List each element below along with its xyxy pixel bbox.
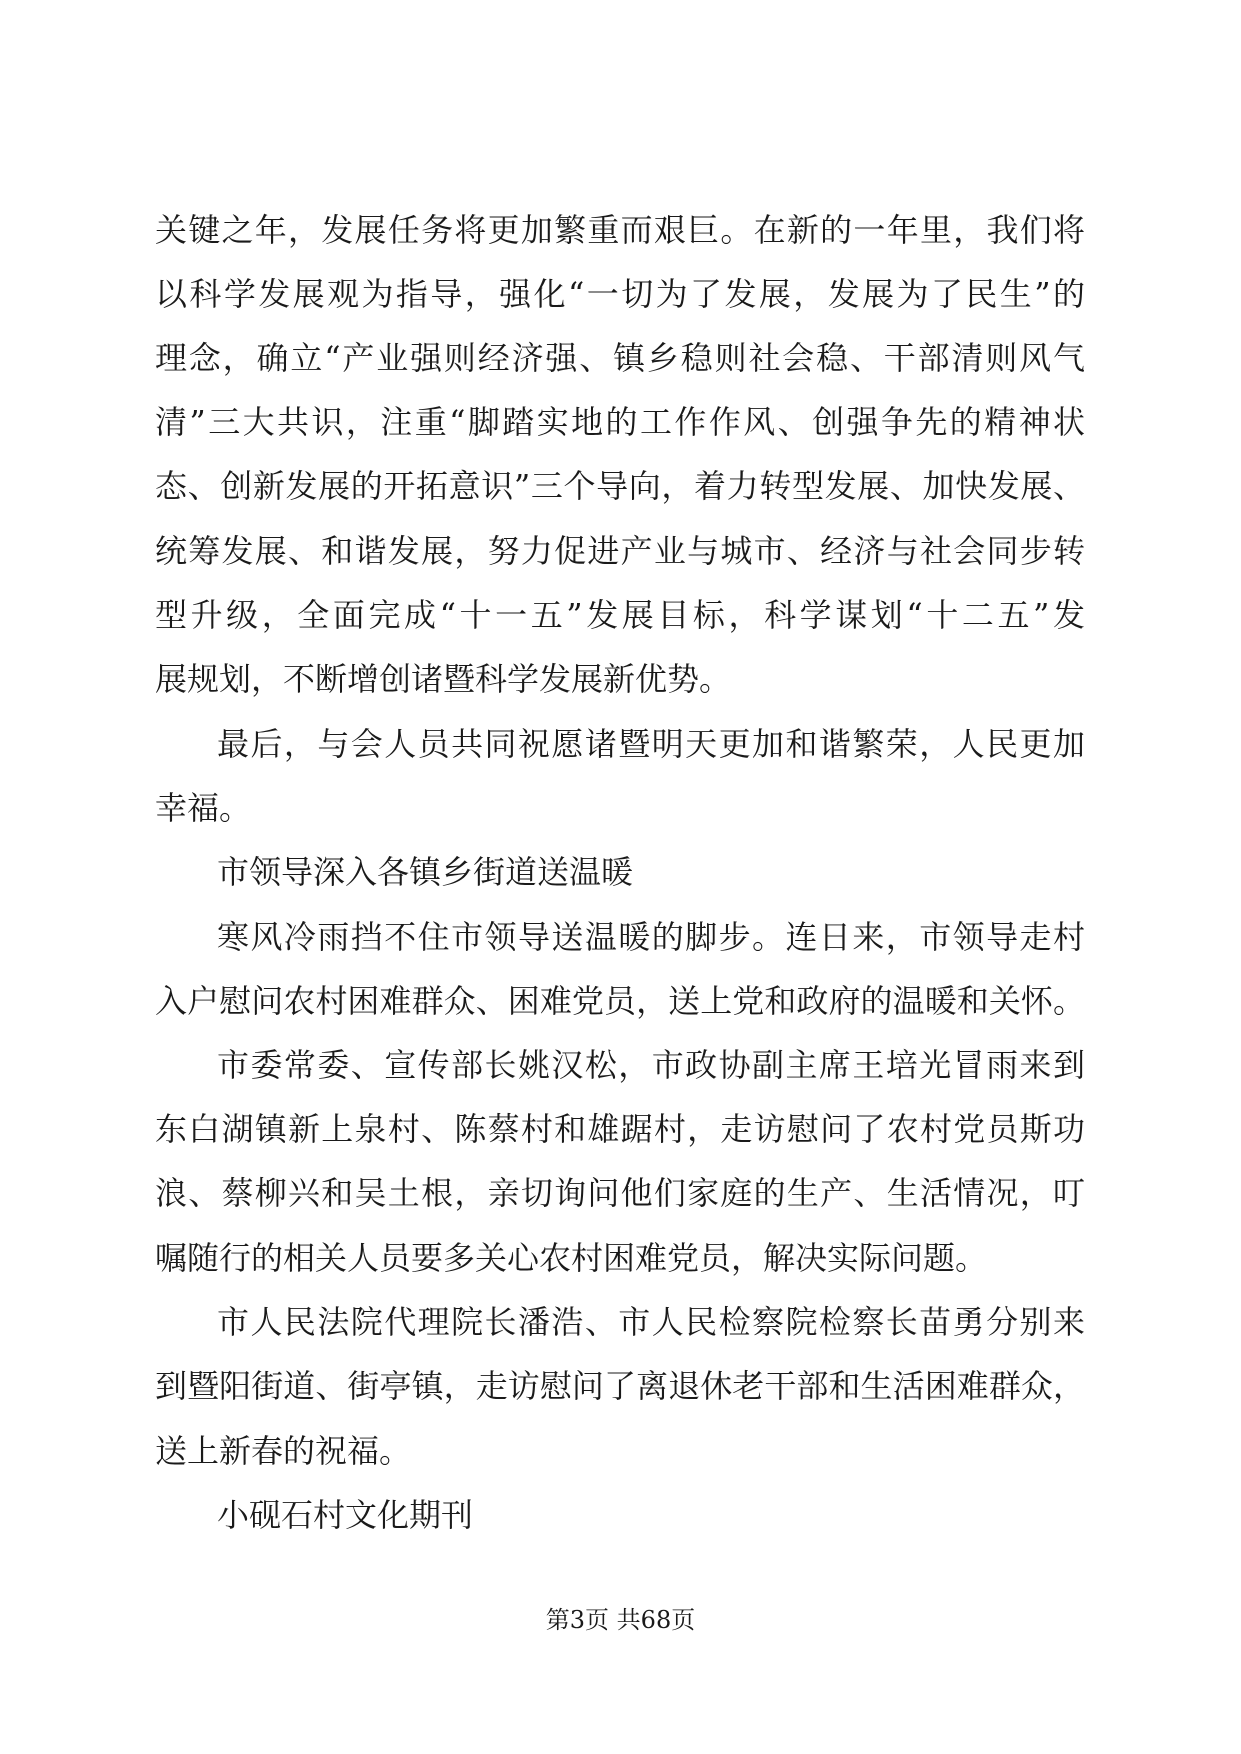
paragraph-first-line: 寒风冷雨挡不住市领导送温暖的脚步。连日来，市领导走村 — [217, 918, 1085, 956]
paragraph-first-line: 市人民法院代理院长潘浩、市人民检察院检察长苗勇分别来 — [217, 1303, 1085, 1341]
body-line: 到暨阳街道、街亭镇，走访慰问了离退休老干部和生活困难群众， — [155, 1367, 1085, 1405]
body-line: 统筹发展、和谐发展，努力促进产业与城市、经济与社会同步转 — [155, 532, 1085, 570]
body-line: 型升级，全面完成“十一五”发展目标，科学谋划“十二五”发 — [155, 596, 1085, 634]
section-heading: 小砚石村文化期刊 — [217, 1496, 474, 1534]
page-footer: 第3页 共68页 — [545, 1606, 696, 1634]
body-line: 入户慰问农村困难群众、困难党员，送上党和政府的温暖和关怀。 — [155, 982, 1085, 1020]
body-line: 幸福。 — [155, 789, 252, 827]
body-line: 送上新春的祝福。 — [155, 1432, 412, 1470]
body-line: 浪、蔡柳兴和吴土根，亲切询问他们家庭的生产、生活情况，叮 — [155, 1174, 1085, 1212]
body-line: 清”三大共识，注重“脚踏实地的工作作风、创强争先的精神状 — [155, 403, 1085, 441]
body-line: 展规划，不断增创诸暨科学发展新优势。 — [155, 660, 732, 698]
body-line: 东白湖镇新上泉村、陈蔡村和雄踞村，走访慰问了农村党员斯功 — [155, 1110, 1085, 1148]
body-line: 嘱随行的相关人员要多关心农村困难党员，解决实际问题。 — [155, 1239, 988, 1277]
paragraph-first-line: 市委常委、宣传部长姚汉松，市政协副主席王培光冒雨来到 — [217, 1046, 1085, 1084]
body-line: 关键之年，发展任务将更加繁重而艰巨。在新的一年里，我们将 — [155, 211, 1085, 249]
section-heading: 市领导深入各镇乡街道送温暖 — [217, 853, 634, 891]
body-line: 态、创新发展的开拓意识”三个导向，着力转型发展、加快发展、 — [155, 467, 1085, 505]
body-line: 理念，确立“产业强则经济强、镇乡稳则社会稳、干部清则风气 — [155, 339, 1085, 377]
body-line: 以科学发展观为指导，强化“一切为了发展，发展为了民生”的 — [155, 275, 1085, 313]
paragraph-first-line: 最后，与会人员共同祝愿诸暨明天更加和谐繁荣，人民更加 — [217, 725, 1085, 763]
